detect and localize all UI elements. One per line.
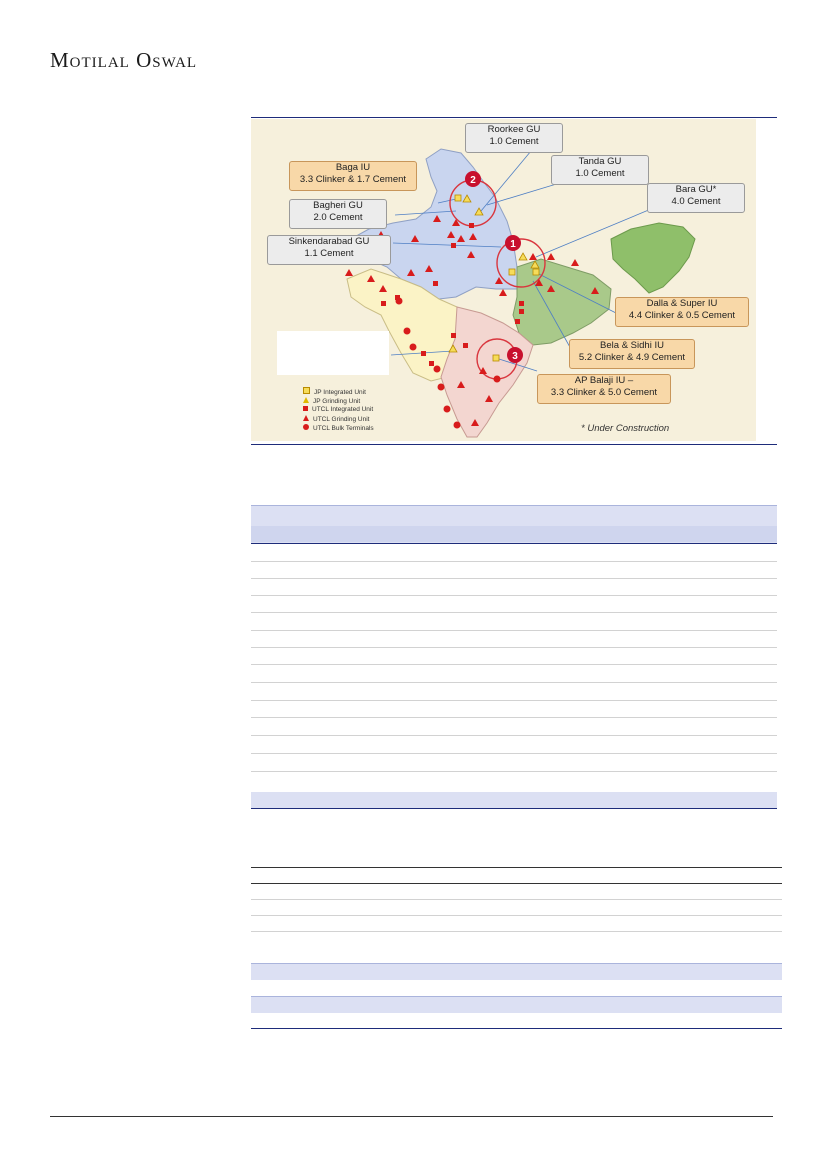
- table-row: [251, 561, 777, 562]
- table-row: [251, 595, 777, 596]
- callout-roorkee-name: Roorkee GU: [487, 124, 541, 135]
- callout-roorkee-cap: 1.0 Cement: [489, 136, 539, 147]
- callout-bela: [569, 339, 695, 369]
- callout-bara: [647, 183, 745, 213]
- table-row: [251, 700, 777, 701]
- yellow-square-icon: [303, 387, 310, 394]
- table2-header-rule: [251, 883, 782, 884]
- map-top-rule: [251, 117, 777, 118]
- legend-item: JP Integrated Unit: [303, 387, 374, 397]
- map-legend: [303, 387, 374, 433]
- red-square-icon: [303, 406, 308, 411]
- callout-bara-name: Bara GU*: [675, 184, 717, 195]
- table-row: [251, 931, 782, 932]
- india-plant-map: [251, 119, 756, 441]
- table-row: [251, 915, 782, 916]
- callout-tanda-name: Tanda GU: [578, 156, 622, 167]
- callout-baga-name: Baga IU: [335, 162, 371, 173]
- callout-bagheri-name: Bagheri GU: [313, 200, 363, 211]
- table-row: [251, 717, 777, 718]
- callout-dalla-cap: 4.4 Clinker & 0.5 Cement: [628, 310, 736, 321]
- callout-balaji-name: AP Balaji IU –: [574, 375, 634, 386]
- table1-header-subband: [251, 526, 777, 542]
- brand-logo: Motilal Oswal: [50, 48, 198, 72]
- red-triangle-icon: [303, 415, 309, 421]
- yellow-triangle-icon: [303, 397, 309, 403]
- table1-total-row: [251, 792, 777, 809]
- table2-top-rule: [251, 867, 782, 868]
- svg-text:2: 2: [470, 175, 476, 186]
- callout-bagheri: [289, 199, 387, 229]
- map-bottom-rule: [251, 444, 777, 445]
- callout-roorkee: [465, 123, 563, 153]
- under-construction-note: * Under Construction: [581, 423, 670, 434]
- callout-bela-name: Bela & Sidhi IU: [600, 340, 664, 351]
- callout-bara-cap: 4.0 Cement: [671, 196, 721, 207]
- legend-item: JP Grinding Unit: [303, 397, 374, 406]
- footer-rule: [50, 1116, 773, 1117]
- callout-sinkendarabad: [267, 235, 391, 265]
- legend-item: UTCL Integrated Unit: [303, 406, 374, 414]
- table2-total-row: [251, 996, 782, 1013]
- table-row: [251, 647, 777, 648]
- callout-tanda: [551, 155, 649, 185]
- table-row: [251, 578, 777, 579]
- capacity-table-1: [251, 505, 777, 544]
- table-row: [251, 630, 777, 631]
- callout-balaji-cap: 3.3 Clinker & 5.0 Cement: [550, 387, 658, 398]
- table-row: [251, 682, 777, 683]
- table1-header: [251, 505, 777, 544]
- legend-item: UTCL Bulk Terminals: [303, 424, 374, 433]
- table-row: [251, 612, 777, 613]
- cluster-badge-1: [505, 235, 521, 251]
- callout-baga: [289, 161, 417, 191]
- callout-bela-cap: 5.2 Clinker & 4.9 Cement: [578, 352, 686, 363]
- callout-dalla-name: Dalla & Super IU: [646, 298, 718, 309]
- region-northeast: [611, 223, 695, 293]
- callout-tanda-cap: 1.0 Cement: [575, 168, 625, 179]
- svg-text:1: 1: [510, 239, 516, 250]
- legend-item: UTCL Grinding Unit: [303, 415, 374, 424]
- callout-dalla: [615, 297, 749, 327]
- callout-balaji: [537, 374, 671, 404]
- callout-bagheri-cap: 2.0 Cement: [313, 212, 363, 223]
- map-blank-box: [277, 331, 389, 375]
- cluster-badge-3: [507, 347, 523, 363]
- svg-text:3: 3: [512, 351, 518, 362]
- callout-sinkendarabad-cap: 1.1 Cement: [304, 248, 354, 259]
- callout-sinkendarabad-name: Sinkendarabad GU: [288, 236, 370, 247]
- table2-bottom-rule: [251, 1028, 782, 1029]
- table-row: [251, 664, 777, 665]
- cluster-badge-2: [465, 171, 481, 187]
- table-row: [251, 735, 777, 736]
- table-row: [251, 771, 777, 772]
- red-circle-icon: [303, 424, 309, 430]
- table-row: [251, 753, 777, 754]
- callout-baga-cap: 3.3 Clinker & 1.7 Cement: [299, 174, 407, 185]
- table2-subtotal-row: [251, 963, 782, 980]
- table-row: [251, 899, 782, 900]
